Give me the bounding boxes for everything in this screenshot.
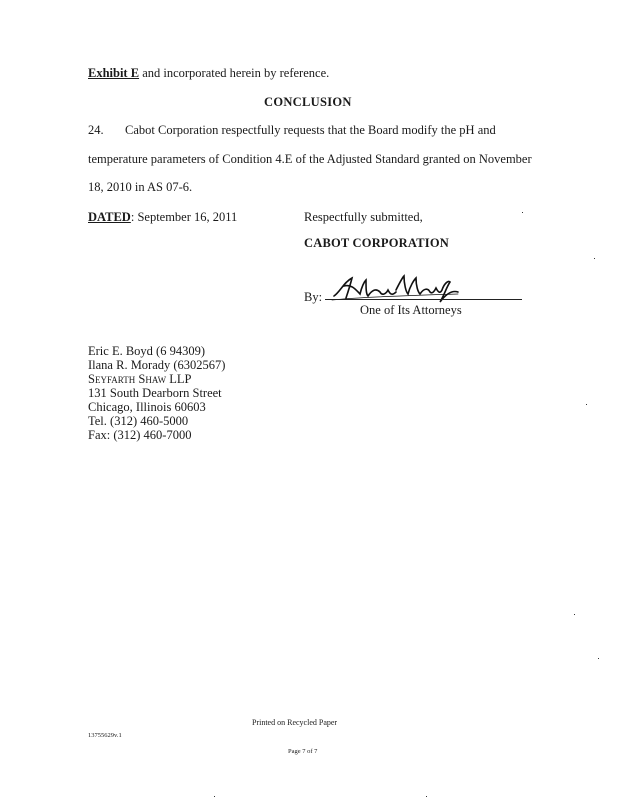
by-label: By:: [304, 290, 323, 304]
scan-speck: [574, 614, 575, 615]
paragraph-line-1: Cabot Corporation respectfully requests that the Board modify the pH and: [125, 123, 496, 137]
counsel-line: Tel. (312) 460-5000: [88, 414, 189, 428]
paragraph-line-2: temperature parameters of Condition 4.E of the Adjusted Standard granted on November: [88, 152, 532, 166]
paragraph-number: 24.: [88, 123, 104, 137]
counsel-line: 131 South Dearborn Street: [88, 386, 222, 400]
exhibit-tail-text: and incorporated herein by reference.: [139, 66, 330, 80]
scan-speck: [426, 796, 427, 797]
counsel-line: Ilana R. Morady (6302567): [88, 358, 226, 372]
signer-role: One of Its Attorneys: [360, 303, 462, 317]
exhibit-link: Exhibit E: [88, 66, 140, 80]
company-name: CABOT CORPORATION: [304, 236, 449, 250]
scan-speck: [594, 258, 595, 259]
scan-speck: [586, 404, 587, 405]
counsel-firm: Seyfarth Shaw LLP: [88, 372, 192, 386]
recycled-paper-note: Printed on Recycled Paper: [252, 718, 338, 727]
dated-label: DATED: [88, 210, 131, 224]
respectfully-submitted: Respectfully submitted,: [304, 210, 423, 224]
signature-line: [325, 299, 522, 300]
scan-speck: [214, 796, 215, 797]
counsel-line: Fax: (312) 460-7000: [88, 428, 192, 442]
dated-value: : September 16, 2011: [130, 210, 238, 224]
counsel-line: Chicago, Illinois 60603: [88, 400, 206, 414]
section-heading: CONCLUSION: [264, 95, 352, 109]
document-id: 13755629v.1: [88, 732, 122, 739]
paragraph-line-3: 18, 2010 in AS 07-6.: [88, 180, 193, 194]
scan-speck: [598, 658, 599, 659]
page-number: Page 7 of 7: [288, 748, 318, 755]
counsel-line: Eric E. Boyd (6 94309): [88, 344, 205, 358]
exhibit-reference-line: [88, 66, 329, 80]
scan-speck: [522, 212, 523, 213]
dated-line: [88, 210, 237, 224]
